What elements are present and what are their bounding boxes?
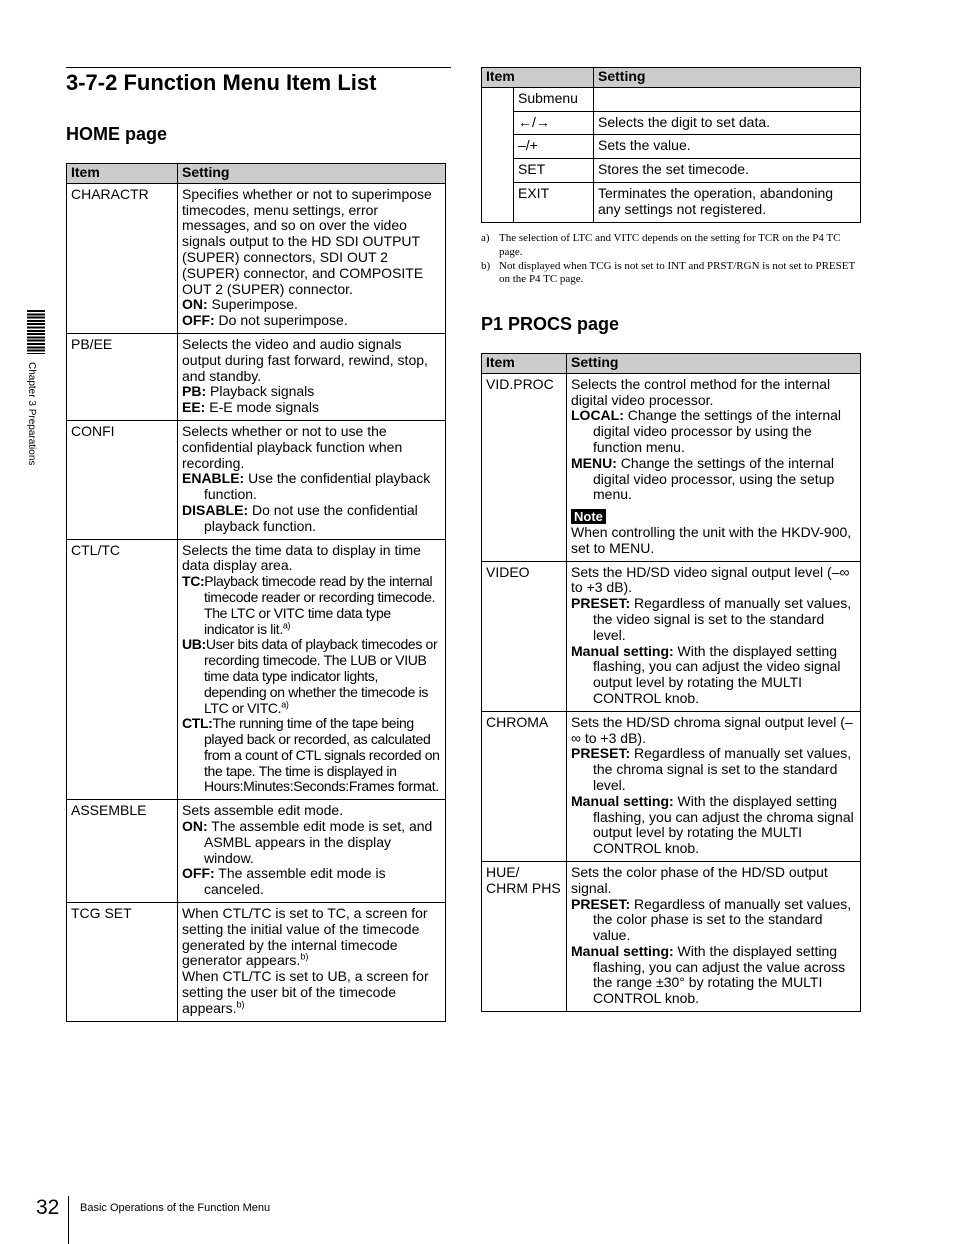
note-text: When controlling the unit with the HKDV-900, set to MENU.: [571, 523, 852, 556]
option-pb: PB: Playback signals: [182, 383, 315, 400]
setting-description: Sets the color phase of the HD/SD output signal.: [571, 863, 828, 896]
column-header-setting: Setting: [178, 164, 446, 184]
table-header-row: [482, 354, 861, 374]
option-menu: MENU: Change the settings of the internal digital video processor, using the setup menu.: [571, 454, 835, 503]
indent-cell: [482, 87, 514, 222]
row-item-name: VIDEO: [482, 561, 567, 711]
row-setting: [567, 373, 861, 561]
table-row: [482, 87, 861, 111]
table-row: [482, 561, 861, 711]
setting-description: When CTL/TC is set to TC, a screen for setting the initial value of the timecode generated by the internal timecode generator appears.$^{b)}$: [182, 905, 428, 969]
table-row: [67, 333, 446, 420]
row-item-name: ASSEMBLE: [67, 800, 178, 903]
option-local: LOCAL: Change the settings of the internal digital video processor by using the function menu.: [571, 407, 842, 455]
row-item-name: TCG SET: [67, 903, 178, 1022]
row-setting: [178, 183, 446, 333]
footnote-ref: b): [300, 951, 309, 962]
option-off: OFF: Do not superimpose.: [182, 312, 348, 329]
column-header-item: Item: [67, 164, 178, 184]
footnote-label: a): [481, 232, 490, 244]
row-item-name: SET: [514, 159, 594, 183]
row-item-name: PB/EE: [67, 333, 178, 420]
row-item-name: CONFI: [67, 420, 178, 539]
footnote-ref: b): [236, 999, 245, 1010]
option-off: OFF: The assemble edit mode is canceled.: [182, 865, 386, 898]
footnote: [481, 232, 866, 260]
setting-description: Selects the control method for the internal digital video processor.: [571, 375, 831, 408]
option-preset: PRESET: Regardless of manually set values, the video signal is set to the standard level.: [571, 595, 852, 643]
row-setting: [178, 539, 446, 800]
row-item-name: ←/→: [514, 111, 594, 135]
table-row: [67, 800, 446, 903]
table-row: [482, 111, 861, 135]
option-ub: UB:User bits data of playback timecodes or recording timecode. The LUB or VIUB time data type indicator lights, depending on whether the timecode is LTC or VITC.$^{a)}$: [182, 636, 438, 716]
footer-title: Basic Operations of the Function Menu: [80, 1202, 271, 1214]
table-row: [67, 420, 446, 539]
footnote-text: The selection of LTC and VITC depends on the setting for TCR on the P4 TC page.: [499, 232, 841, 258]
table-row: [482, 135, 861, 159]
section-title: 3-7-2 Function Menu Item List: [66, 70, 377, 95]
table-header-row: [482, 68, 861, 88]
submenu-table: [481, 67, 861, 223]
row-item-name: CHROMA: [482, 711, 567, 861]
setting-description: Specifies whether or not to superimpose timecodes, menu settings, error messages, and so on over the video signals output to the HD SDI OUTPUT (SUPER) connectors, SDI OUT 2 (SUPER) connector, and COMPOSITE OUT 2 (SUPER) connector.: [182, 185, 432, 297]
note-badge: Note: [571, 509, 606, 524]
option-ctl: CTL:The running time of the tape being played back or recorded, as calculated from a count of CTL signals recorded on the tape. The time is displayed in Hours:Minutes:Seconds:Frames format.: [182, 715, 440, 795]
row-setting: [567, 711, 861, 861]
table-row: [482, 159, 861, 183]
option-on: ON: Superimpose.: [182, 296, 298, 313]
table-row: [482, 182, 861, 222]
row-setting: [567, 561, 861, 711]
option-manual: Manual setting: With the displayed setting flashing, you can adjust the video signal output level by rotating the MULTI CONTROL knob.: [571, 642, 841, 706]
footnote-ref: a): [282, 619, 291, 630]
setting-description: Selects whether or not to use the confidential playback function when recording.: [182, 422, 403, 471]
column-header-item: Item: [482, 68, 594, 88]
row-item-name: CHARACTR: [67, 183, 178, 333]
row-setting: [178, 333, 446, 420]
option-tc: TC:Playback timecode read by the internal timecode reader or recording timecode. The LTC or VITC time data type indicator is lit.$^{a)}$: [182, 573, 436, 637]
table-row: [482, 373, 861, 561]
option-enable: ENABLE: Use the confidential playback function.: [182, 470, 431, 503]
row-item-name: VID.PROC: [482, 373, 567, 561]
row-setting: Stores the set timecode.: [594, 159, 861, 183]
setting-description: Sets the HD/SD chroma signal output level (–∞ to +3 dB).: [571, 713, 853, 746]
option-manual: Manual setting: With the displayed setting flashing, you can adjust the value across the range ±30° by rotating the MULTI CONTROL knob.: [571, 942, 846, 1007]
table-row: [482, 711, 861, 861]
row-setting: [178, 903, 446, 1022]
row-setting: [594, 87, 861, 111]
row-setting: Sets the value.: [594, 135, 861, 159]
option-preset: PRESET: Regardless of manually set values, the chroma signal is set to the standard level.: [571, 745, 852, 793]
row-setting: Terminates the operation, abandoning any settings not registered.: [594, 182, 861, 222]
table-row: [67, 539, 446, 800]
setting-description: Selects the video and audio signals output during fast forward, rewind, stop, and standby.: [182, 335, 428, 384]
footer-rule: [68, 1196, 69, 1244]
row-setting: [178, 800, 446, 903]
row-setting: [567, 861, 861, 1011]
row-item-name: HUE/ CHRM PHS: [482, 861, 567, 1011]
home-page-table: [66, 163, 446, 1022]
option-ee: EE: E-E mode signals: [182, 399, 319, 416]
footnotes: [481, 232, 866, 287]
footnote-label: b): [481, 259, 491, 272]
footnote-text: Not displayed when TCG is not set to INT and PRST/RGN is not set to PRESET on the P4 TC page.: [499, 259, 855, 286]
table-row: [67, 183, 446, 333]
setting-description: When CTL/TC is set to UB, a screen for setting the user bit of the timecode appears.$^{b)}$: [182, 968, 429, 1016]
p1-procs-heading: P1 PROCS page: [481, 314, 620, 334]
row-setting: Selects the digit to set data.: [594, 111, 861, 135]
row-item-name: Submenu: [514, 87, 594, 111]
row-setting: [178, 420, 446, 539]
chapter-tab-marker: [27, 310, 45, 354]
footnote: [481, 260, 866, 288]
setting-description: Sets assemble edit mode.: [182, 802, 344, 819]
row-item-name: CTL/TC: [67, 539, 178, 800]
footnote-ref: a): [281, 698, 289, 709]
p1-procs-table: [481, 353, 861, 1012]
page-number: 32: [36, 1196, 60, 1219]
column-header-setting: Setting: [567, 354, 861, 374]
row-item-name: EXIT: [514, 182, 594, 222]
table-header-row: [67, 164, 446, 184]
column-header-setting: Setting: [594, 68, 861, 88]
option-on: ON: The assemble edit mode is set, and ASMBL appears in the display window.: [182, 818, 433, 866]
chapter-side-label: Chapter 3 Preparations: [26, 362, 37, 466]
setting-description: Selects the time data to display in time data display area.: [182, 541, 421, 574]
table-row: [482, 861, 861, 1011]
home-page-heading: HOME page: [66, 124, 168, 144]
option-disable: DISABLE: Do not use the confidential playback function.: [182, 501, 418, 534]
table-row: [67, 903, 446, 1022]
option-manual: Manual setting: With the displayed setting flashing, you can adjust the chroma signal output level by rotating the MULTI CONTROL knob.: [571, 792, 854, 857]
setting-description: Sets the HD/SD video signal output level (–∞ to +3 dB).: [571, 563, 850, 596]
option-preset: PRESET: Regardless of manually set values, the color phase is set to the standard value.: [571, 895, 852, 944]
row-item-name: –/+: [514, 135, 594, 159]
section-rule: [66, 67, 451, 68]
column-header-item: Item: [482, 354, 567, 374]
